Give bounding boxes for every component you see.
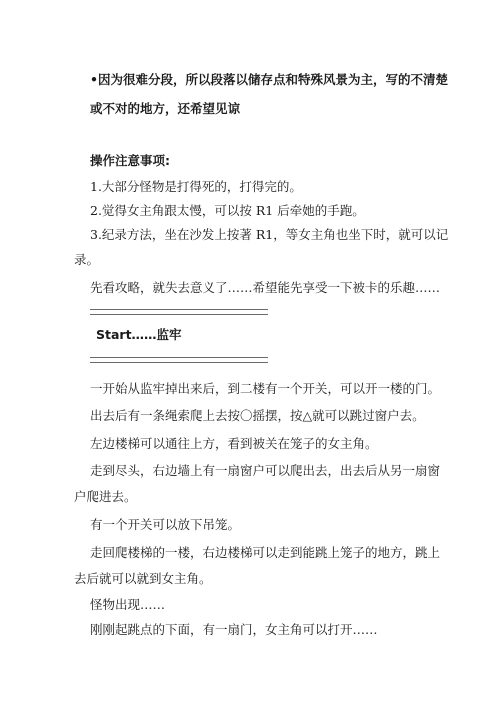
walkthrough-paragraph-7: 怪物出现…… bbox=[90, 597, 166, 612]
notes-closing: 先看攻略，就失去意义了……希望能先享受一下被卡的乐趣…… bbox=[90, 280, 441, 295]
walkthrough-paragraph-1: 一开始从监牢掉出来后，到二楼有一个开关，可以开一楼的门。 bbox=[90, 381, 441, 396]
notes-item-2: 2.觉得女主角跟太慢，可以按 R1 后牵她的手跑。 bbox=[90, 203, 365, 218]
intro-note-line-2: 或不对的地方，还希望见谅 bbox=[90, 101, 241, 116]
walkthrough-paragraph-8: 刚刚起跳点的下面，有一扇门，女主角可以打开…… bbox=[90, 622, 378, 637]
intro-note-line-1: •因为很难分段，所以段落以储存点和特殊风景为主，写的不清楚 bbox=[90, 72, 448, 87]
notes-item-3-line-2: 录。 bbox=[74, 252, 100, 267]
notes-item-1: 1.大部分怪物是打得死的，打得完的。 bbox=[90, 179, 302, 194]
walkthrough-paragraph-3: 左边楼梯可以通往上方，看到被关在笼子的女主角。 bbox=[90, 436, 378, 451]
walkthrough-paragraph-2: 出去后有一条绳索爬上去按〇摇摆，按△就可以跳过窗户去。 bbox=[90, 408, 425, 423]
walkthrough-paragraph-6-line-1: 走回爬楼梯的一楼，右边楼梯可以走到能跳上笼子的地方，跳上 bbox=[90, 545, 441, 560]
notes-item-3-line-1: 3.纪录方法，坐在沙发上按著 R1，等女主角也坐下时，就可以记 bbox=[90, 227, 449, 242]
section-title: Start……监牢 bbox=[96, 327, 182, 342]
walkthrough-paragraph-5: 有一个开关可以放下吊笼。 bbox=[90, 517, 241, 532]
walkthrough-paragraph-4-line-1: 走到尽头，右边墙上有一扇窗户可以爬出去，出去后从另一扇窗 bbox=[90, 463, 441, 478]
walkthrough-paragraph-6-line-2: 去后就可以就到女主角。 bbox=[74, 571, 212, 586]
divider-bottom bbox=[90, 357, 268, 363]
notes-heading: 操作注意事项: bbox=[90, 153, 170, 168]
walkthrough-paragraph-4-line-2: 户爬进去。 bbox=[74, 489, 137, 504]
divider-top bbox=[90, 309, 268, 315]
